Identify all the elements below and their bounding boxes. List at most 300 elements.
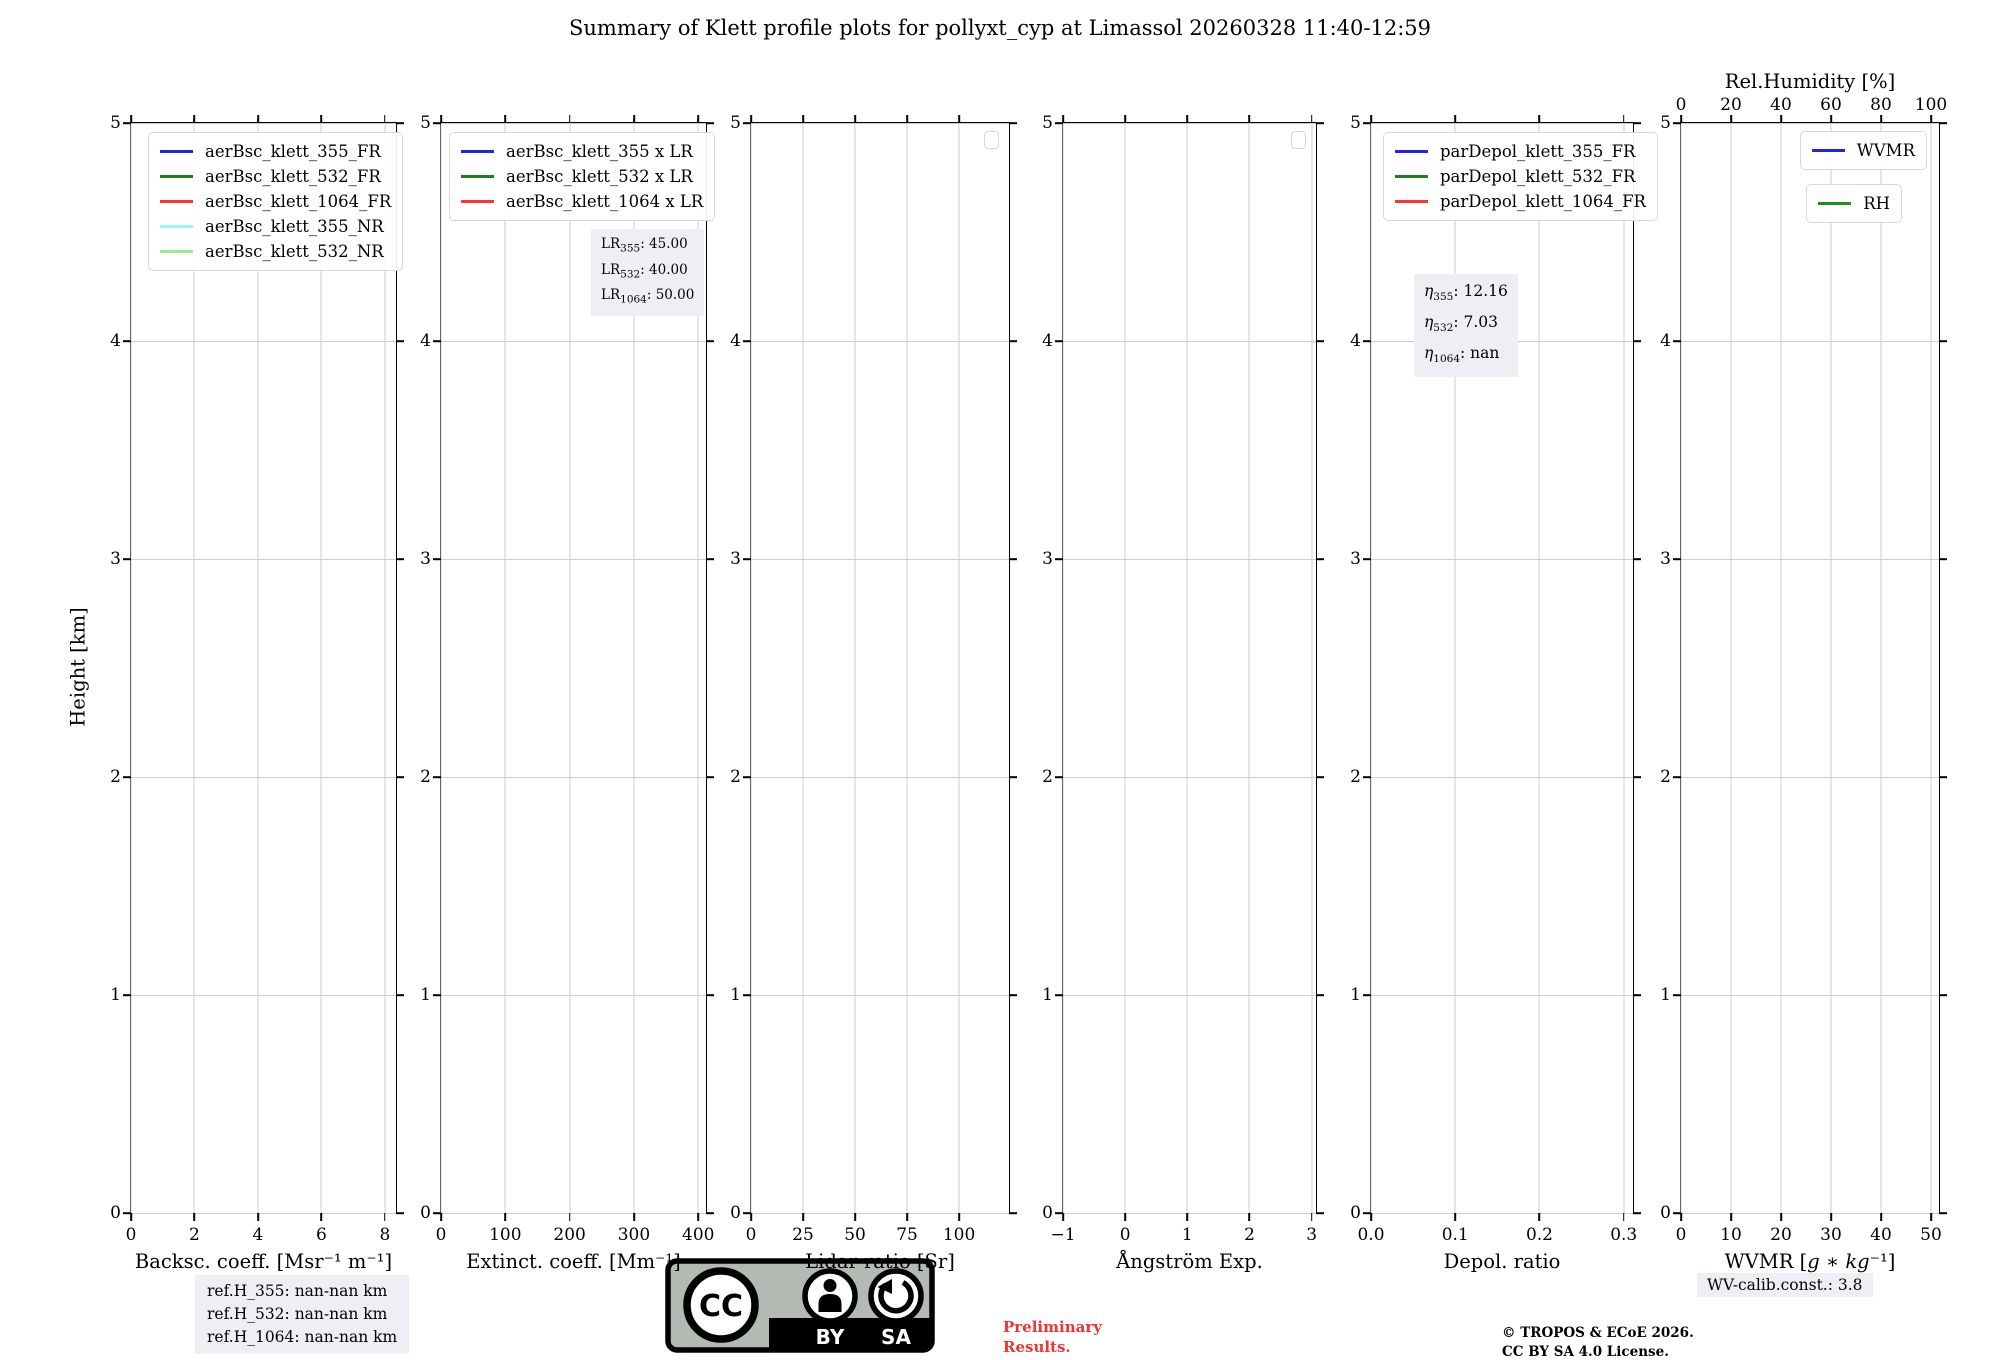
x-tick-mark bbox=[633, 1213, 635, 1221]
y-tick-mark bbox=[433, 994, 441, 996]
annotation-line: $LR_{532}$: 40.00 bbox=[601, 261, 688, 281]
y-tick-label: 5 bbox=[1660, 113, 1671, 133]
y-tick-label: 0 bbox=[110, 1203, 121, 1223]
legend-label: aerBsc_klett_532_NR bbox=[205, 242, 384, 261]
legend-line-sample bbox=[461, 175, 494, 178]
x-tick-mark bbox=[1623, 1213, 1625, 1221]
y-tick-mark-right bbox=[1939, 1212, 1947, 1214]
y-tick-label: 2 bbox=[730, 767, 741, 787]
x-gridline bbox=[1880, 123, 1881, 1213]
x-tick-mark bbox=[1880, 1213, 1882, 1221]
y-tick-mark-right bbox=[1316, 776, 1324, 778]
legend-line-sample bbox=[461, 200, 494, 203]
x-tick-mark-top bbox=[384, 115, 386, 123]
y-tick-label: 1 bbox=[1350, 985, 1361, 1005]
y-gridline bbox=[1371, 1213, 1633, 1214]
legend-backscatter bbox=[148, 132, 403, 271]
y-tick-mark bbox=[1055, 122, 1063, 124]
x-gridline bbox=[321, 123, 322, 1213]
y-gridline bbox=[751, 123, 1009, 124]
x-tick-mark bbox=[194, 1213, 196, 1221]
x-tick-mark bbox=[1187, 1213, 1189, 1221]
x-gridline bbox=[1311, 123, 1312, 1213]
legend-entry bbox=[1812, 138, 1915, 163]
y-tick-label: 3 bbox=[1042, 549, 1053, 569]
x-tick-mark bbox=[321, 1213, 323, 1221]
plot-backscatter bbox=[110, 113, 397, 1273]
y-tick-mark bbox=[1673, 558, 1681, 560]
y-tick-label: 3 bbox=[110, 549, 121, 569]
legend-label: aerBsc_klett_1064_FR bbox=[205, 192, 392, 211]
y-tick-mark bbox=[1055, 1212, 1063, 1214]
plot-depol bbox=[1350, 113, 1646, 1273]
rh-tick-label: 80 bbox=[1870, 95, 1892, 115]
y-tick-mark-right bbox=[1633, 122, 1641, 124]
y-tick-label: 0 bbox=[420, 1203, 431, 1223]
x-tick-mark-top bbox=[569, 115, 571, 123]
y-tick-mark bbox=[1363, 994, 1371, 996]
legend-label: parDepol_klett_1064_FR bbox=[1440, 192, 1646, 211]
y-tick-mark-right bbox=[1009, 776, 1017, 778]
x-axis-label-wvmr: WVMR [g ∗ kg⁻¹] bbox=[1724, 1250, 1896, 1273]
legend-line-sample bbox=[160, 175, 193, 178]
legend-entry bbox=[160, 214, 391, 239]
y-tick-mark bbox=[433, 122, 441, 124]
y-tick-label: 4 bbox=[1660, 331, 1671, 351]
x-gridline bbox=[569, 123, 570, 1213]
y-tick-label: 0 bbox=[1660, 1203, 1671, 1223]
y-gridline bbox=[1681, 1213, 1939, 1214]
x-tick-mark-top bbox=[1539, 115, 1541, 123]
x-tick-mark bbox=[569, 1213, 571, 1221]
x-tick-label: 30 bbox=[1820, 1225, 1842, 1245]
y-tick-mark-right bbox=[1009, 558, 1017, 560]
y-tick-mark bbox=[1055, 340, 1063, 342]
y-tick-mark-right bbox=[1939, 558, 1947, 560]
y-tick-label: 2 bbox=[1042, 767, 1053, 787]
rh-tick-label: 60 bbox=[1820, 95, 1842, 115]
x-tick-mark bbox=[1680, 1213, 1682, 1221]
legend-label: aerBsc_klett_355_NR bbox=[205, 217, 384, 236]
x-tick-mark-top bbox=[906, 115, 908, 123]
rh-tick-label: 40 bbox=[1770, 95, 1792, 115]
x-tick-mark-top bbox=[1454, 115, 1456, 123]
x-tick-mark-top bbox=[1780, 115, 1782, 123]
y-tick-mark-right bbox=[1939, 994, 1947, 996]
y-tick-mark bbox=[123, 776, 131, 778]
x-tick-mark bbox=[1249, 1213, 1251, 1221]
x-tick-label: 0.1 bbox=[1441, 1225, 1469, 1245]
legend-entry bbox=[1818, 191, 1890, 216]
y-tick-label: 3 bbox=[420, 549, 431, 569]
y-tick-label: 1 bbox=[110, 985, 121, 1005]
x-tick-mark bbox=[1454, 1213, 1456, 1221]
x-tick-label: 50 bbox=[1920, 1225, 1942, 1245]
x-tick-label: 2 bbox=[189, 1225, 200, 1245]
y-gridline bbox=[1063, 123, 1316, 124]
x-tick-label: 0.3 bbox=[1610, 1225, 1638, 1245]
rh-tick-label: 20 bbox=[1720, 95, 1742, 115]
x-tick-mark-top bbox=[1124, 115, 1126, 123]
y-tick-label: 5 bbox=[420, 113, 431, 133]
y-tick-mark bbox=[1055, 558, 1063, 560]
legend-entry bbox=[461, 164, 703, 189]
y-tick-mark-right bbox=[396, 558, 404, 560]
x-tick-label: 4 bbox=[252, 1225, 264, 1245]
ref-height-line: ref.H_1064: nan-nan km bbox=[207, 1328, 398, 1346]
y-tick-mark-right bbox=[396, 340, 404, 342]
y-tick-label: 4 bbox=[1350, 331, 1361, 351]
y-tick-label: 1 bbox=[420, 985, 431, 1005]
y-tick-mark-right bbox=[396, 994, 404, 996]
y-gridline bbox=[131, 777, 396, 778]
preliminary-line: Preliminary bbox=[1003, 1318, 1102, 1336]
plot-angstrom bbox=[1042, 113, 1318, 1273]
y-tick-mark-right bbox=[1633, 558, 1641, 560]
y-tick-label: 5 bbox=[110, 113, 121, 133]
y-gridline bbox=[1063, 1213, 1316, 1214]
x-tick-mark bbox=[130, 1213, 132, 1221]
y-tick-mark bbox=[743, 558, 751, 560]
legend-label: aerBsc_klett_1064 x LR bbox=[506, 192, 704, 211]
x-gridline bbox=[384, 123, 385, 1213]
y-tick-label: 1 bbox=[1042, 985, 1053, 1005]
x-tick-label: 8 bbox=[379, 1225, 391, 1245]
x-tick-label: 25 bbox=[792, 1225, 814, 1245]
x-tick-label: 2 bbox=[1244, 1225, 1255, 1245]
y-tick-mark bbox=[433, 776, 441, 778]
y-gridline bbox=[1371, 123, 1633, 124]
y-tick-mark-right bbox=[1009, 1212, 1017, 1214]
x-gridline bbox=[1539, 123, 1540, 1213]
y-tick-mark bbox=[1363, 340, 1371, 342]
y-gridline bbox=[441, 123, 706, 124]
x-tick-label: 75 bbox=[896, 1225, 918, 1245]
y-tick-label: 5 bbox=[1350, 113, 1361, 133]
x-gridline bbox=[1930, 123, 1931, 1213]
y-tick-mark-right bbox=[1009, 340, 1017, 342]
y-tick-mark-right bbox=[1316, 994, 1324, 996]
legend-line-sample bbox=[1812, 149, 1845, 152]
plot-extinction bbox=[420, 113, 715, 1273]
copyright-line: CC BY SA 4.0 License. bbox=[1502, 1344, 1669, 1360]
y-tick-mark-right bbox=[396, 776, 404, 778]
y-tick-mark-right bbox=[706, 1212, 714, 1214]
x-tick-label: 0.2 bbox=[1525, 1225, 1554, 1245]
x-tick-mark bbox=[1930, 1213, 1932, 1221]
annotation-line: $\eta_{355}$: 12.16 bbox=[1424, 282, 1508, 304]
y-tick-label: 5 bbox=[730, 113, 741, 133]
x-tick-mark bbox=[1124, 1213, 1126, 1221]
legend-label: aerBsc_klett_355_FR bbox=[205, 142, 381, 161]
cc-text: CC bbox=[698, 1289, 744, 1324]
y-tick-mark-right bbox=[396, 1212, 404, 1214]
y-tick-mark-right bbox=[1939, 122, 1947, 124]
y-tick-mark-right bbox=[1316, 1212, 1324, 1214]
y-tick-mark-right bbox=[706, 558, 714, 560]
y-tick-label: 3 bbox=[1350, 549, 1361, 569]
preliminary-results-note bbox=[1003, 1317, 1102, 1357]
y-tick-label: 5 bbox=[1042, 113, 1053, 133]
legend-rh bbox=[1806, 184, 1902, 223]
legend-label: parDepol_klett_532_FR bbox=[1440, 167, 1636, 186]
y-gridline bbox=[1063, 559, 1316, 560]
x-tick-label: −1 bbox=[1050, 1225, 1076, 1245]
legend-entry bbox=[160, 189, 391, 214]
y-tick-mark bbox=[123, 558, 131, 560]
x-tick-mark bbox=[257, 1213, 259, 1221]
lidar-ratio-annotation bbox=[591, 229, 704, 316]
x-tick-mark bbox=[1780, 1213, 1782, 1221]
y-tick-label: 2 bbox=[420, 767, 431, 787]
legend-entry bbox=[160, 239, 391, 264]
legend-line-sample bbox=[160, 225, 193, 228]
legend-line-sample bbox=[461, 150, 494, 153]
y-tick-label: 2 bbox=[110, 767, 121, 787]
y-tick-mark bbox=[743, 1212, 751, 1214]
y-tick-mark bbox=[123, 1212, 131, 1214]
legend-entry bbox=[160, 164, 391, 189]
y-tick-label: 4 bbox=[420, 331, 431, 351]
y-tick-label: 1 bbox=[1660, 985, 1671, 1005]
y-tick-mark-right bbox=[1316, 122, 1324, 124]
y-gridline bbox=[1681, 777, 1939, 778]
y-gridline bbox=[441, 995, 706, 996]
x-tick-mark bbox=[440, 1213, 442, 1221]
x-tick-mark-top bbox=[697, 115, 699, 123]
x-tick-label: 3 bbox=[1306, 1225, 1318, 1245]
y-tick-mark-right bbox=[1939, 340, 1947, 342]
y-gridline bbox=[751, 1213, 1009, 1214]
x-axis-label-backscatter: Backsc. coeff. [Msr⁻¹ m⁻¹] bbox=[134, 1250, 393, 1273]
y-tick-mark-right bbox=[1633, 994, 1641, 996]
legend-label: aerBsc_klett_532_FR bbox=[205, 167, 381, 186]
copyright-note bbox=[1502, 1324, 1694, 1360]
y-gridline bbox=[751, 341, 1009, 342]
x-tick-mark bbox=[906, 1213, 908, 1221]
x-gridline bbox=[751, 123, 752, 1213]
x-tick-mark-top bbox=[505, 115, 507, 123]
x-gridline bbox=[803, 123, 804, 1213]
x-tick-label: 1 bbox=[1181, 1225, 1193, 1245]
ref-height-line: ref.H_532: nan-nan km bbox=[207, 1305, 388, 1323]
legend-entry bbox=[1395, 139, 1646, 164]
y-tick-mark-right bbox=[1316, 340, 1324, 342]
eta-annotation bbox=[1414, 274, 1518, 377]
y-tick-label: 0 bbox=[730, 1203, 741, 1223]
y-tick-mark bbox=[743, 340, 751, 342]
x-gridline bbox=[1125, 123, 1126, 1213]
x-tick-mark bbox=[1062, 1213, 1064, 1221]
y-gridline bbox=[1371, 559, 1633, 560]
legend-label: aerBsc_klett_532 x LR bbox=[506, 167, 693, 186]
y-gridline bbox=[1063, 995, 1316, 996]
x-tick-label: 400 bbox=[682, 1225, 715, 1245]
x-gridline bbox=[1187, 123, 1188, 1213]
legend-line-sample bbox=[1395, 200, 1428, 203]
x-axis-label-lidar-ratio: Lidar ratio [Sr] bbox=[805, 1250, 955, 1273]
empty-legend-box bbox=[984, 131, 999, 149]
y-tick-mark bbox=[1673, 776, 1681, 778]
y-tick-label: 3 bbox=[1660, 549, 1671, 569]
x-tick-label: 20 bbox=[1770, 1225, 1792, 1245]
x-gridline bbox=[1623, 123, 1624, 1213]
legend-entry bbox=[160, 139, 391, 164]
y-gridline bbox=[131, 995, 396, 996]
annotation-line: $\eta_{1064}$: nan bbox=[1424, 344, 1500, 366]
y-gridline bbox=[1063, 341, 1316, 342]
x-tick-mark-top bbox=[1623, 115, 1625, 123]
legend-label: parDepol_klett_355_FR bbox=[1440, 142, 1636, 161]
legend-entry bbox=[461, 189, 703, 214]
y-tick-mark-right bbox=[1633, 340, 1641, 342]
annotation-line: $\eta_{532}$: 7.03 bbox=[1424, 313, 1499, 335]
y-gridline bbox=[751, 559, 1009, 560]
x-axis-label-extinction: Extinct. coeff. [Mm⁻¹] bbox=[466, 1250, 681, 1273]
y-tick-mark-right bbox=[1633, 1212, 1641, 1214]
y-gridline bbox=[441, 341, 706, 342]
y-tick-mark bbox=[433, 340, 441, 342]
top-axis-label-rh: Rel.Humidity [%] bbox=[1724, 70, 1896, 93]
plot-wvmr bbox=[1660, 70, 1948, 1273]
x-gridline bbox=[1731, 123, 1732, 1213]
y-gridline bbox=[751, 777, 1009, 778]
legend-label: WVMR bbox=[1856, 141, 1915, 160]
y-gridline bbox=[1681, 341, 1939, 342]
x-tick-label: 100 bbox=[942, 1225, 976, 1245]
copyright-line: © TROPOS & ECoE 2026. bbox=[1502, 1325, 1694, 1341]
legend-label: aerBsc_klett_355 x LR bbox=[506, 142, 693, 161]
y-tick-mark bbox=[123, 994, 131, 996]
y-tick-label: 4 bbox=[730, 331, 741, 351]
x-tick-mark-top bbox=[1880, 115, 1882, 123]
x-tick-mark-top bbox=[321, 115, 323, 123]
x-tick-mark-top bbox=[1830, 115, 1832, 123]
y-tick-mark bbox=[433, 558, 441, 560]
y-tick-mark bbox=[743, 122, 751, 124]
y-tick-mark bbox=[1673, 340, 1681, 342]
wv-calib-box: WV-calib.const.: 3.8 bbox=[1697, 1273, 1873, 1297]
x-tick-mark bbox=[958, 1213, 960, 1221]
x-tick-label: 50 bbox=[844, 1225, 866, 1245]
x-tick-mark bbox=[384, 1213, 386, 1221]
y-tick-mark bbox=[743, 994, 751, 996]
x-tick-mark-top bbox=[1730, 115, 1732, 123]
y-gridline bbox=[131, 559, 396, 560]
x-tick-mark bbox=[854, 1213, 856, 1221]
y-gridline bbox=[441, 559, 706, 560]
x-gridline bbox=[131, 123, 132, 1213]
x-tick-mark-top bbox=[1311, 115, 1313, 123]
y-tick-mark bbox=[1363, 122, 1371, 124]
legend-line-sample bbox=[1395, 175, 1428, 178]
x-gridline bbox=[1781, 123, 1782, 1213]
legend-entry bbox=[1395, 189, 1646, 214]
legend-wvmr bbox=[1800, 131, 1927, 170]
rh-tick-label: 100 bbox=[1914, 95, 1948, 115]
x-gridline bbox=[1681, 123, 1682, 1213]
legend-line-sample bbox=[160, 150, 193, 153]
x-gridline bbox=[194, 123, 195, 1213]
y-tick-label: 0 bbox=[1042, 1203, 1053, 1223]
y-tick-label: 4 bbox=[1042, 331, 1053, 351]
empty-legend-box bbox=[1291, 131, 1306, 149]
legend-line-sample bbox=[1395, 150, 1428, 153]
y-gridline bbox=[1681, 123, 1939, 124]
y-gridline bbox=[131, 1213, 396, 1214]
y-gridline bbox=[1681, 559, 1939, 560]
y-tick-mark bbox=[123, 122, 131, 124]
y-tick-mark bbox=[1673, 122, 1681, 124]
by-text: BY bbox=[815, 1325, 845, 1349]
y-gridline bbox=[131, 123, 396, 124]
x-tick-mark-top bbox=[958, 115, 960, 123]
y-tick-mark bbox=[433, 1212, 441, 1214]
x-gridline bbox=[907, 123, 908, 1213]
x-tick-label: 40 bbox=[1870, 1225, 1892, 1245]
x-tick-mark bbox=[1311, 1213, 1313, 1221]
figure-title: Summary of Klett profile plots for pollyxt_cyp at Limassol 20260328 11:40-12:59 bbox=[568, 16, 1432, 40]
y-tick-label: 3 bbox=[730, 549, 741, 569]
y-gridline bbox=[131, 341, 396, 342]
x-tick-mark bbox=[1539, 1213, 1541, 1221]
legend-line-sample bbox=[160, 250, 193, 253]
y-tick-label: 1 bbox=[730, 985, 741, 1005]
y-tick-mark bbox=[1673, 1212, 1681, 1214]
x-tick-mark-top bbox=[1249, 115, 1251, 123]
y-tick-mark-right bbox=[1316, 558, 1324, 560]
y-tick-mark-right bbox=[706, 776, 714, 778]
y-tick-mark-right bbox=[706, 994, 714, 996]
x-tick-mark-top bbox=[194, 115, 196, 123]
x-tick-label: 0.0 bbox=[1357, 1225, 1385, 1245]
x-tick-label: 0 bbox=[745, 1225, 757, 1245]
y-axis-label: Height [km] bbox=[66, 607, 90, 727]
x-tick-mark-top bbox=[802, 115, 804, 123]
x-tick-label: 0 bbox=[1119, 1225, 1131, 1245]
x-tick-mark bbox=[697, 1213, 699, 1221]
x-tick-mark bbox=[802, 1213, 804, 1221]
x-gridline bbox=[1249, 123, 1250, 1213]
x-tick-mark-top bbox=[854, 115, 856, 123]
legend-label: RH bbox=[1863, 194, 1890, 213]
annotation-line: $LR_{355}$: 45.00 bbox=[601, 236, 688, 255]
ref-height-line: ref.H_355: nan-nan km bbox=[207, 1282, 388, 1300]
y-tick-label: 2 bbox=[1350, 767, 1361, 787]
x-tick-mark bbox=[750, 1213, 752, 1221]
y-tick-mark bbox=[1363, 1212, 1371, 1214]
preliminary-line: Results. bbox=[1003, 1338, 1071, 1356]
x-tick-label: 0 bbox=[1675, 1225, 1687, 1245]
x-gridline bbox=[505, 123, 506, 1213]
x-tick-mark-top bbox=[1187, 115, 1189, 123]
y-tick-label: 2 bbox=[1660, 767, 1671, 787]
x-axis-label-depol: Depol. ratio bbox=[1443, 1250, 1561, 1273]
y-tick-mark bbox=[1673, 994, 1681, 996]
legend-entry bbox=[1395, 164, 1646, 189]
sa-text: SA bbox=[881, 1325, 911, 1349]
x-tick-label: 10 bbox=[1720, 1225, 1742, 1245]
x-tick-label: 0 bbox=[435, 1225, 447, 1245]
y-tick-label: 0 bbox=[1350, 1203, 1361, 1223]
x-gridline bbox=[959, 123, 960, 1213]
x-tick-mark bbox=[505, 1213, 507, 1221]
x-tick-mark bbox=[1830, 1213, 1832, 1221]
reference-heights-box bbox=[195, 1275, 409, 1354]
x-tick-label: 6 bbox=[315, 1225, 327, 1245]
y-gridline bbox=[1371, 995, 1633, 996]
y-gridline bbox=[1371, 777, 1633, 778]
